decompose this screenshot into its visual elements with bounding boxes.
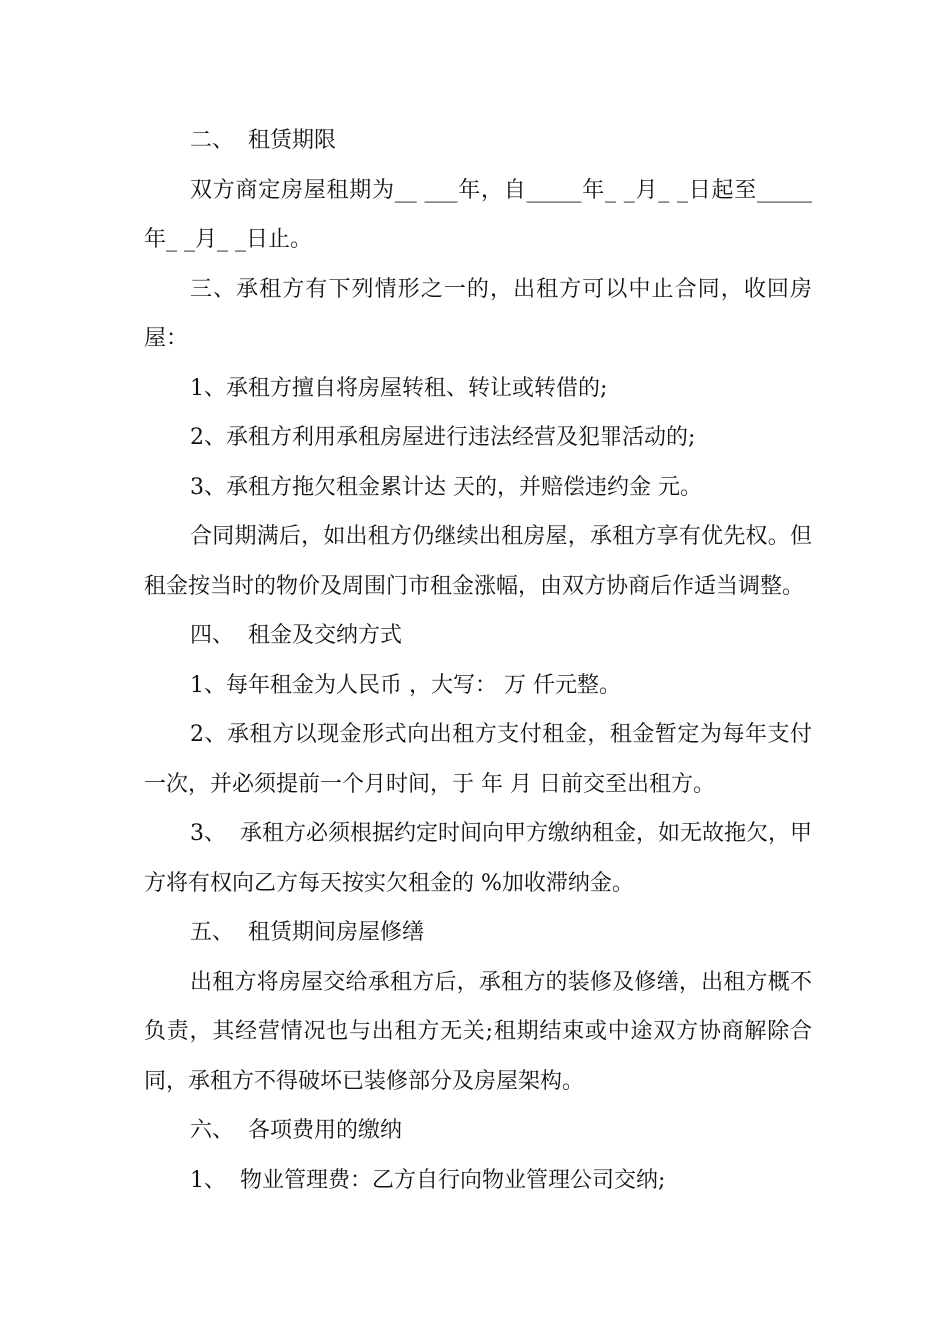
rent-item-1: 1、每年租金为人民币 ，大写： 万 仟元整。 [190, 672, 621, 698]
section-heading-rent-payment: 四、 租金及交纳方式 [190, 623, 402, 648]
rent-item-3: 3、 承租方必须根据约定时间向甲方缴纳租金，如无故拖欠，甲方将有权向乙方每天按实欠租金的 %加收滞纳金。 [144, 821, 812, 896]
renewal-paragraph: 合同期满后，如出租方仍继续出租房屋，承租方享有优先权。但租金按当时的物价及周围门市租金涨幅，由双方协商后作适当调整。 [144, 524, 812, 599]
repairs-paragraph: 出租方将房屋交给承租方后，承租方的装修及修缮，出租方概不负责，其经营情况也与出租方无关;租期结束或中途双方协商解除合同，承租方不得破坏已装修部分及房屋架构。 [144, 969, 812, 1094]
rent-item-2: 2、承租方以现金形式向出租方支付租金，租金暂定为每年支付一次，并必须提前一个月时间，于 年 月 日前交至出租方。 [144, 722, 812, 797]
section-heading-repairs: 五、 租赁期间房屋修缮 [190, 920, 424, 945]
section-heading-fees: 六、 各项费用的缴纳 [190, 1118, 402, 1143]
lease-term-paragraph: 双方商定房屋租期为__ ___年，自_____年_ _月_ _日起至_____年_ _月_ _日止。 [144, 177, 812, 252]
termination-item-3: 3、承租方拖欠租金累计达 天的，并赔偿违约金 元。 [190, 474, 702, 500]
section-heading-lease-term: 二、 租赁期限 [190, 128, 336, 153]
document-body [144, 116, 812, 1205]
termination-item-1: 1、承租方擅自将房屋转租、转让或转借的; [190, 375, 608, 401]
termination-item-2: 2、承租方利用承租房屋进行违法经营及犯罪活动的; [190, 425, 696, 450]
fees-item-1: 1、 物业管理费：乙方自行向物业管理公司交纳; [190, 1167, 666, 1193]
termination-clause-heading: 三、承租方有下列情形之一的，出租方可以中止合同，收回房屋： [144, 276, 812, 351]
